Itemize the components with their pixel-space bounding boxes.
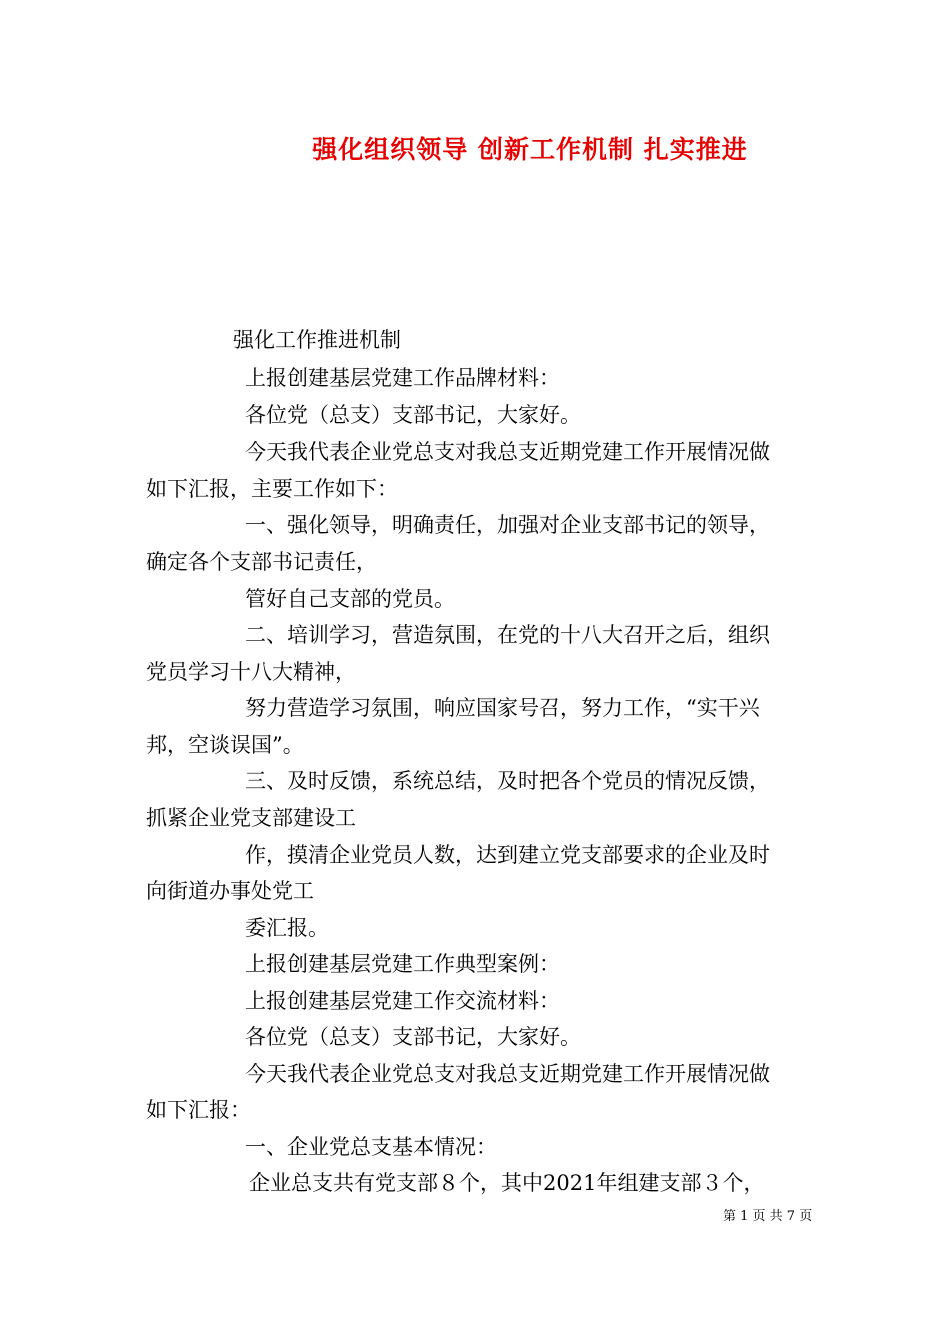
body-line: 作，摸清企业党员人数，达到建立党支部要求的企业及时: [245, 843, 770, 867]
body-line: 各位党（总支）支部书记，大家好。: [245, 1025, 581, 1049]
body-line: 一、企业党总支基本情况：: [245, 1135, 497, 1159]
body-line: 今天我代表企业党总支对我总支近期党建工作开展情况做: [245, 440, 770, 464]
body-line: 如下汇报：: [146, 1098, 251, 1122]
body-line: 邦，空谈误国”。: [146, 733, 304, 757]
body-line: 努力营造学习氛围，响应国家号召，努力工作，“实干兴: [245, 696, 760, 720]
body-line: 二、培训学习，营造氛围，在党的十八大召开之后，组织: [245, 623, 770, 647]
body-line: 向街道办事处党工: [146, 879, 314, 903]
body-line: 党员学习十八大精神，: [146, 660, 356, 684]
body-line: 企业总支共有党支部８个，其中2021年组建支部３个，: [249, 1171, 765, 1195]
body-line: 管好自己支部的党员。: [245, 587, 455, 611]
body-line: 强化工作推进机制: [233, 328, 401, 352]
page-number: 第 1 页 共 7 页: [723, 1209, 813, 1224]
body-line: 如下汇报，主要工作如下：: [146, 477, 398, 501]
document-title: 强化组织领导 创新工作机制 扎实推进: [312, 135, 748, 164]
body-line: 抓紧企业党支部建设工: [146, 806, 356, 830]
body-line: 上报创建基层党建工作品牌材料：: [245, 366, 560, 390]
body-line: 确定各个支部书记责任，: [146, 550, 377, 574]
body-line: 一、强化领导，明确责任，加强对企业支部书记的领导，: [245, 513, 770, 537]
body-line: 各位党（总支）支部书记，大家好。: [245, 403, 581, 427]
body-line: 委汇报。: [245, 916, 329, 940]
body-line: 上报创建基层党建工作交流材料：: [245, 989, 560, 1013]
body-line: 上报创建基层党建工作典型案例：: [245, 952, 560, 976]
body-line: 今天我代表企业党总支对我总支近期党建工作开展情况做: [245, 1062, 770, 1086]
body-line: 三、及时反馈，系统总结，及时把各个党员的情况反馈，: [245, 769, 770, 793]
